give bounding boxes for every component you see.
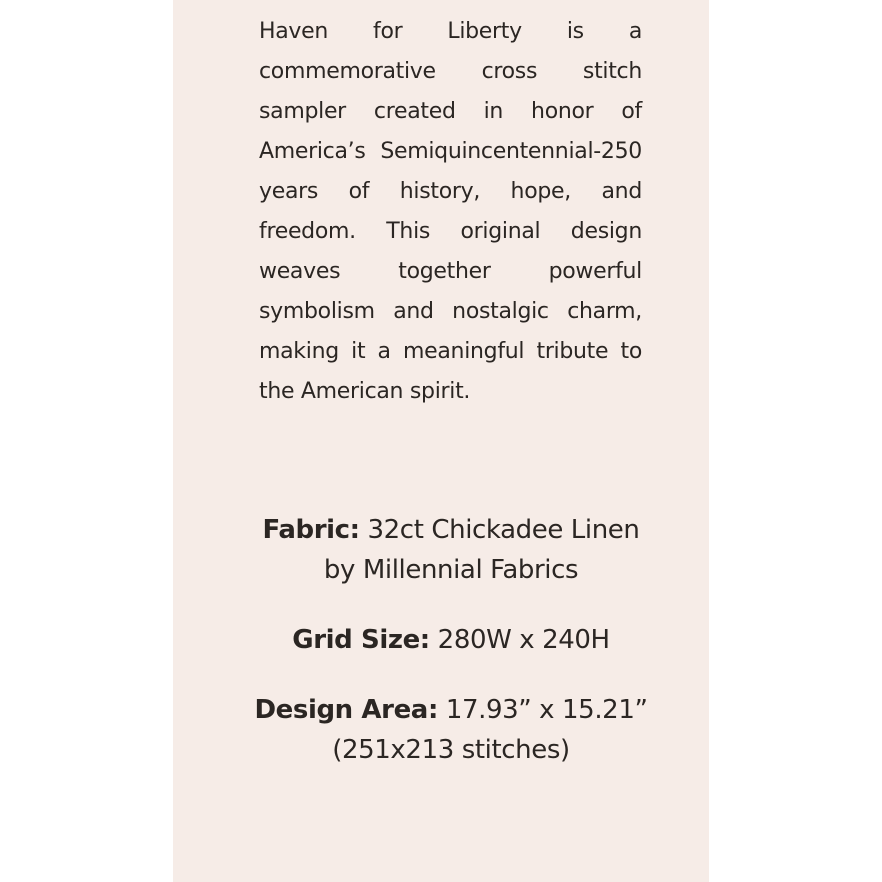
grid-size-label: Grid Size: (292, 625, 430, 655)
design-area-label: Design Area: (254, 695, 438, 725)
grid-size-spec (251, 620, 651, 660)
fabric-label: Fabric: (262, 515, 360, 545)
product-description: Haven for Liberty is a commemorative cross stitch sampler created in honor of America’s Semiquincentennial-250 years of history, hope, and freedom. This original design weaves together powerful symbolism and nostalgic charm, making it a meaningful tribute to the American spirit. (259, 19, 642, 404)
design-area-spec (251, 690, 651, 770)
fabric-spec (251, 510, 651, 590)
grid-size-value: 280W x 240H (429, 625, 610, 655)
design-area-value: 17.93” x 15.21” (251x213 stitches) (332, 695, 648, 765)
fabric-value: 32ct Chickadee Linen by Millennial Fabrics (323, 515, 640, 585)
product-specs (173, 510, 729, 800)
